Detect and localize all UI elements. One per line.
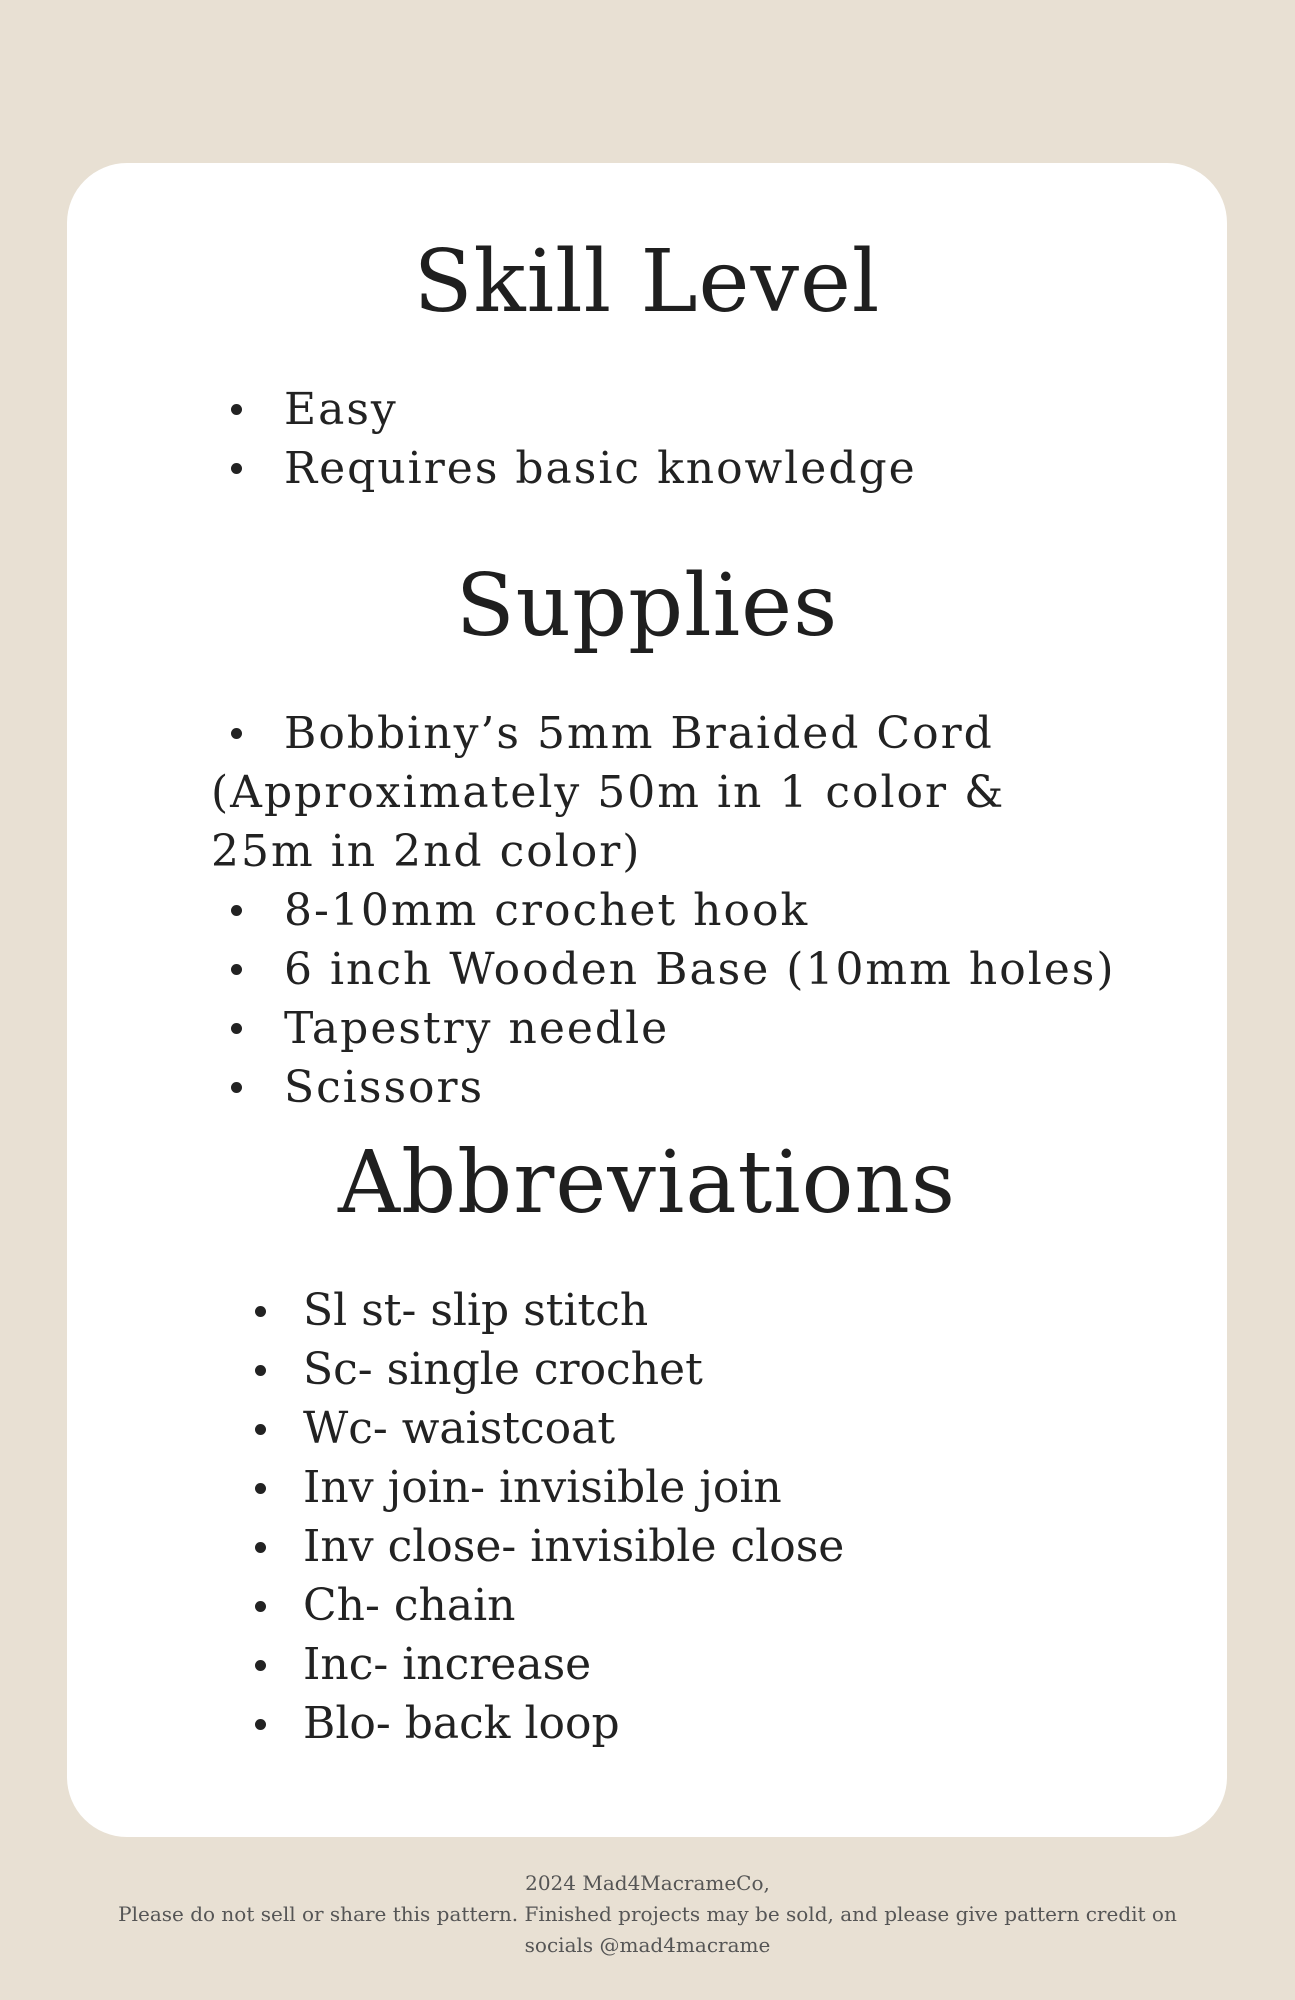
list-item: Easy [211, 380, 917, 439]
skill-level-list [211, 380, 917, 498]
list-item: Ch- chain [255, 1576, 844, 1635]
pattern-card [67, 163, 1227, 1837]
list-item: Inc- increase [255, 1635, 844, 1694]
list-item: Tapestry needle [211, 999, 1116, 1058]
abbreviations-list [255, 1281, 844, 1753]
list-item: Inv close- invisible close [255, 1517, 844, 1576]
list-item: Sl st- slip stitch [255, 1281, 844, 1340]
supplies-heading: Supplies [455, 556, 839, 656]
list-item: Scissors [211, 1058, 1116, 1117]
list-item: Inv join- invisible join [255, 1458, 844, 1517]
supplies-list [211, 704, 1116, 1117]
list-item: 6 inch Wooden Base (10mm holes) [211, 940, 1116, 999]
list-item: Wc- waistcoat [255, 1399, 844, 1458]
skill-level-heading: Skill Level [413, 232, 881, 332]
footer [0, 1868, 1295, 1961]
footer-copyright: 2024 Mad4MacrameCo, [525, 1871, 770, 1895]
list-item: 8-10mm crochet hook [211, 881, 1116, 940]
footer-socials: socials @mad4macrame [524, 1933, 771, 1957]
abbreviations-heading: Abbreviations [338, 1133, 956, 1233]
footer-notice: Please do not sell or share this pattern. Finished projects may be sold, and please give pattern credit on [118, 1902, 1177, 1926]
list-item: Requires basic knowledge [211, 439, 917, 498]
list-item: Blo- back loop [255, 1694, 844, 1753]
list-item: Sc- single crochet [255, 1340, 844, 1399]
list-item: Bobbiny’s 5mm Braided Cord (Approximately 50m in 1 color & 25m in 2nd color) [211, 704, 1051, 881]
